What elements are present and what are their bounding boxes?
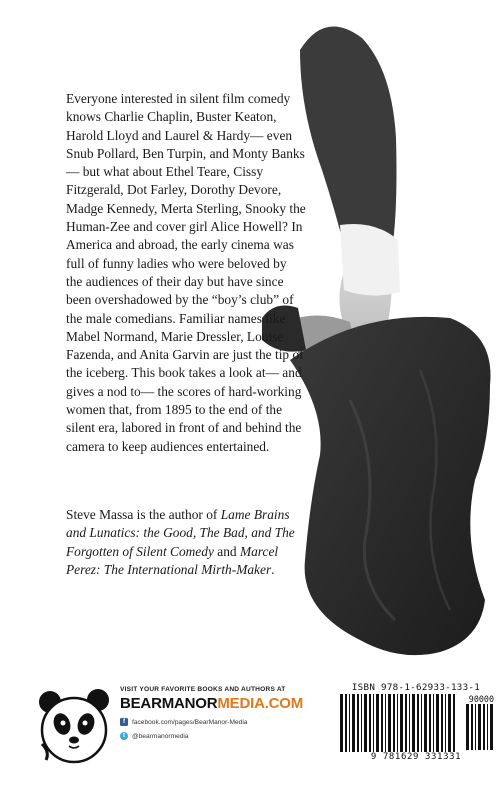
visit-text: VISIT YOUR FAVORITE BOOKS AND AUTHORS AT [120, 686, 286, 693]
barcode-bar [433, 694, 434, 752]
barcode-bar [448, 694, 451, 752]
barcode-bar [487, 704, 488, 750]
isbn-barcode-block [338, 680, 494, 766]
barcode-bar [436, 694, 439, 752]
barcode-bar [357, 694, 359, 752]
barcode-bar [405, 694, 407, 752]
publisher-website[interactable] [120, 695, 350, 712]
brand-name-part2: MEDIA.COM [217, 695, 304, 712]
upper-sock [340, 224, 400, 296]
book-title-1: Lame Brains and Lunatics: the Good, The Bad, and The Forgotten of Silent Comedy [66, 507, 295, 559]
barcode-bar [369, 694, 371, 752]
barcode-bar [373, 694, 374, 752]
barcode-bar [364, 694, 367, 752]
facebook-url: facebook.com/pages/BearManor-Media [132, 718, 248, 726]
barcode-bar [466, 704, 469, 750]
barcode-bar [340, 694, 343, 752]
barcode-bar [345, 694, 347, 752]
barcode-bar [429, 694, 431, 752]
barcode-bar [490, 704, 493, 750]
facebook-link[interactable] [120, 718, 350, 726]
barcode-bar [409, 694, 410, 752]
barcode-bar [388, 694, 391, 752]
barcode-bar [478, 704, 481, 750]
panda-logo-icon [36, 686, 114, 766]
barcode-main [338, 694, 458, 752]
twitter-link[interactable] [120, 732, 350, 740]
barcode-bar [475, 704, 476, 750]
barcode-bar [417, 694, 419, 752]
skirt [290, 317, 491, 655]
twitter-icon: t [120, 732, 128, 740]
barcode-digits: 9 781629 331331 [370, 752, 462, 762]
brand-name-part1: BEARMANOR [120, 695, 218, 712]
barcode-bar [352, 694, 355, 752]
barcode-bar [441, 694, 443, 752]
bio-conjunction: and [213, 543, 240, 559]
barcode-addon [464, 704, 494, 750]
barcode-bar [453, 694, 455, 752]
barcode-bar [421, 694, 422, 752]
barcode-bar [424, 694, 427, 752]
barcode-bar [483, 704, 485, 750]
barcode-bar [397, 694, 398, 752]
barcode-bar [385, 694, 386, 752]
bio-end: . [271, 561, 275, 577]
barcode-bar [400, 694, 403, 752]
bio-intro: Steve Massa is the author of [66, 507, 221, 522]
barcode-bar [349, 694, 350, 752]
book-blurb: Everyone interested in silent film comedy knows Charlie Chaplin, Buster Keaton, Harold Lloyd and Laurel & Hardy— even Snub Pollard, Ben Turpin, and Monty Banks— but what about Ethel Teare, Cissy Fitzgerald, Dot Farley, Dorothy Devore, Madge Kennedy, Merta Sterling, Snooky the Human-Zee and cover girl Alice Howell? In America and abroad, the early cinema was full of funny ladies who were beloved by the audiences of their day but have since been overshadowed by the “boy’s club” of the male comedians. Familiar names like Mabel Normand, Marie Dressler, Louise Fazenda, and Anita Garvin are just the tip of the iceberg. This book takes a look at— and gives a nod to— the scores of hard-working women that, from 1895 to the end of the silent era, labored in front of and behind the camera to keep audiences entertained. [66, 91, 306, 454]
barcode-bar [393, 694, 395, 752]
book-title-2: Marcel Perez: The International Mirth-Maker [66, 543, 279, 577]
price-code: 90000 [468, 694, 494, 704]
barcode-bar [361, 694, 362, 752]
barcode-bar [381, 694, 383, 752]
barcode-bar [412, 694, 415, 752]
barcode-bar [445, 694, 446, 752]
isbn-label: ISBN 978-1-62933-133-1 [351, 682, 481, 693]
upper-shoe [300, 26, 397, 250]
promo-text [120, 686, 350, 740]
publisher-promo [36, 686, 336, 766]
barcode-bar [471, 704, 473, 750]
barcode-bar [376, 694, 379, 752]
twitter-handle: @bearmanormedia [132, 732, 189, 740]
facebook-icon: f [120, 718, 128, 726]
author-bio [66, 506, 306, 579]
